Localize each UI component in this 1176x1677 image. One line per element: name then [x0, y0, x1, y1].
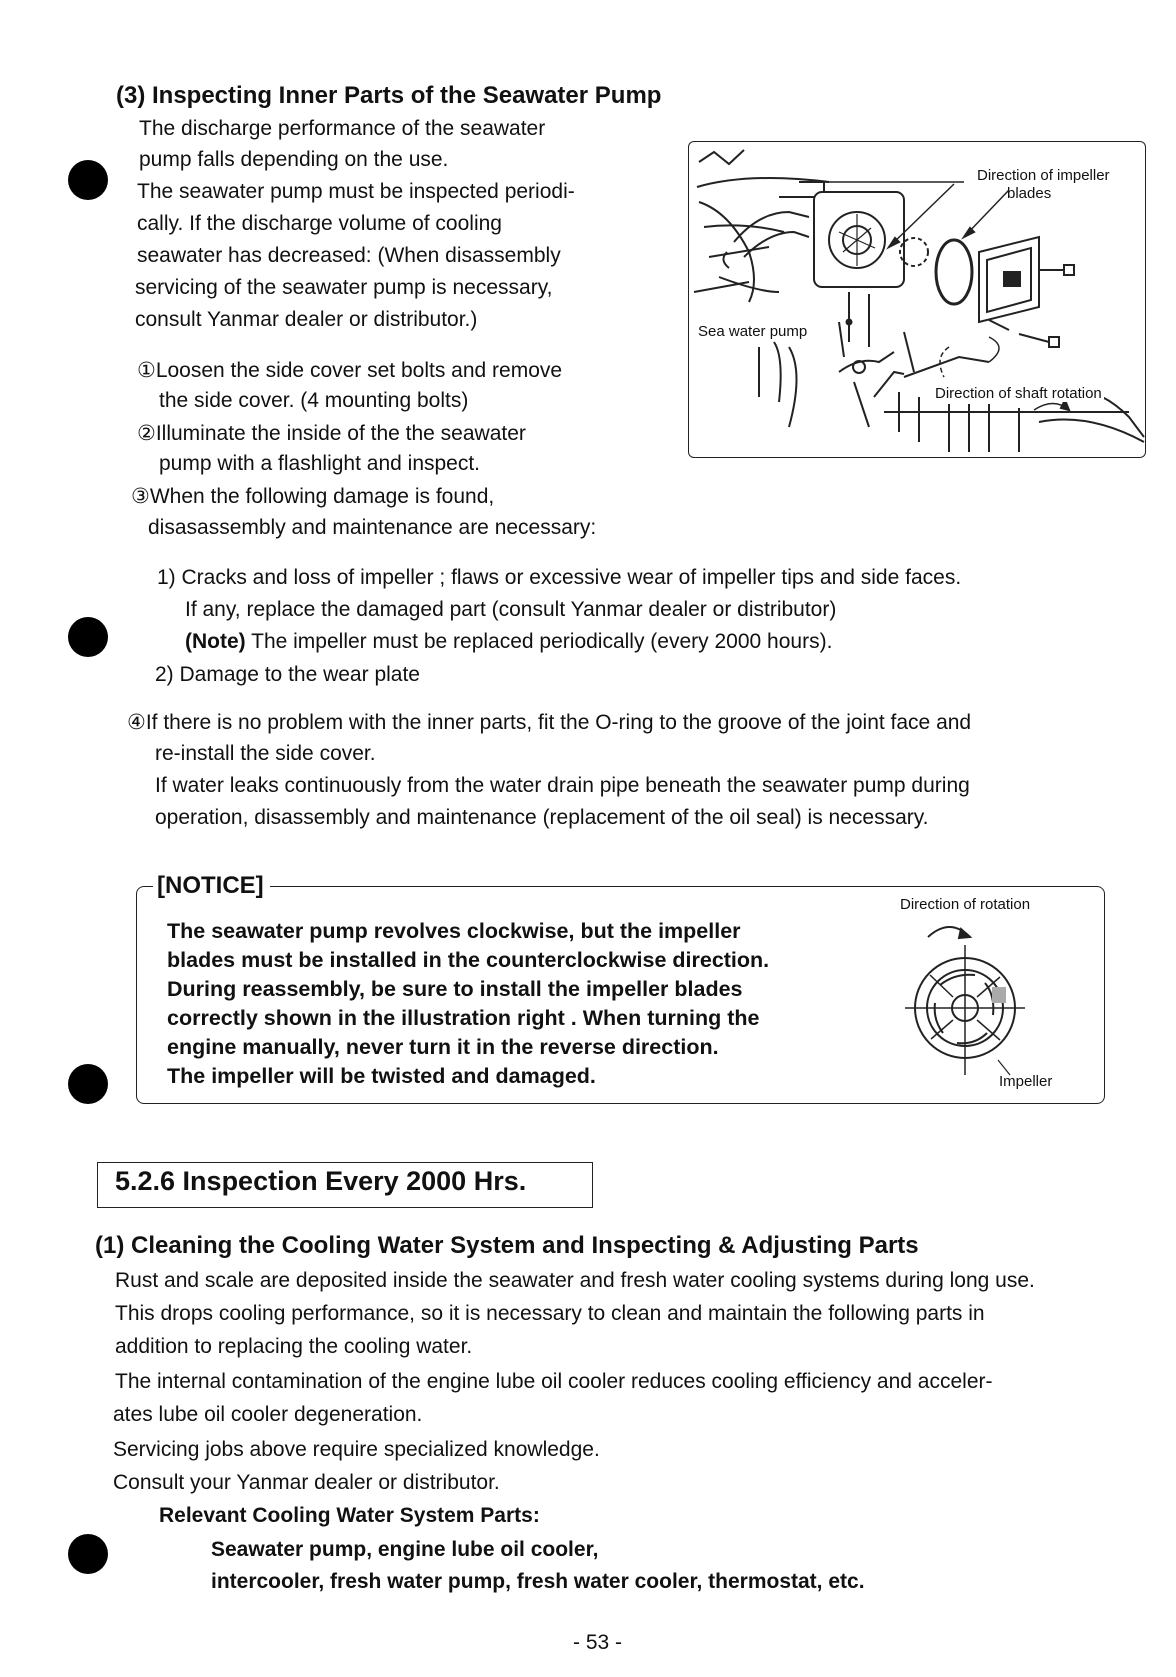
binder-hole: [68, 1534, 108, 1574]
notice-line: correctly shown in the illustration right . When turning the: [167, 1006, 760, 1030]
paragraph-line: Rust and scale are deposited inside the seawater and fresh water cooling systems during long use.: [115, 1269, 1035, 1292]
notice-title: [NOTICE]: [153, 872, 270, 900]
note-label: (Note): [185, 630, 246, 653]
shaft-rotation-label: Direction of shaft rotation: [935, 385, 1102, 402]
rotation-direction-label: Direction of rotation: [900, 896, 1031, 913]
notice-line: blades must be installed in the counterclockwise direction.: [167, 948, 770, 972]
parts-line: intercooler, fresh water pump, fresh water cooler, thermostat, etc.: [211, 1570, 865, 1593]
intro-line: pump falls depending on the use.: [139, 148, 449, 171]
section-3-heading: (3) Inspecting Inner Parts of the Seawater Pump: [116, 82, 662, 109]
intro-line: servicing of the seawater pump is necessary,: [135, 276, 553, 299]
step-3-line: disasassembly and maintenance are necessary:: [148, 516, 597, 539]
impeller-label: Impeller: [999, 1073, 1053, 1090]
intro-line: seawater has decreased: (When disassembly: [137, 244, 561, 267]
seawater-pump-illustration: [689, 142, 1145, 457]
intro-line: consult Yanmar dealer or distributor.): [135, 308, 478, 331]
section-5-2-6-box: [97, 1162, 593, 1208]
parts-label: Relevant Cooling Water System Parts:: [159, 1504, 540, 1527]
notice-line: The impeller will be twisted and damaged.: [167, 1064, 596, 1088]
binder-hole: [68, 617, 108, 657]
paragraph-line: The internal contamination of the engine lube oil cooler reduces cooling efficiency and acceler-: [115, 1370, 993, 1393]
damage-1-line: 1) Cracks and loss of impeller ; flaws or excessive wear of impeller tips and side faces.: [157, 566, 962, 589]
step-1-line: ①Loosen the side cover set bolts and remove: [137, 359, 563, 382]
impeller-blades-label: Direction of impeller: [977, 167, 1110, 184]
damage-1-line: If any, replace the damaged part (consult Yanmar dealer or distributor): [185, 598, 837, 621]
step-3-line: ③When the following damage is found,: [131, 485, 495, 508]
page-number: - 53 -: [573, 1631, 623, 1654]
step-2-line: ②Illuminate the inside of the the seawater: [137, 422, 526, 445]
seawater-pump-figure: [688, 141, 1146, 458]
intro-line: The discharge performance of the seawater: [139, 117, 546, 140]
binder-hole: [68, 1064, 108, 1104]
cleaning-subheading: (1) Cleaning the Cooling Water System and Inspecting & Adjusting Parts: [95, 1232, 919, 1259]
binder-hole: [68, 160, 108, 200]
step-4-line: operation, disassembly and maintenance (replacement of the oil seal) is necessary.: [155, 806, 929, 829]
parts-line: Seawater pump, engine lube oil cooler,: [211, 1538, 599, 1561]
note-text: The impeller must be replaced periodically (every 2000 hours).: [251, 630, 833, 653]
sea-water-pump-label: Sea water pump: [698, 323, 808, 340]
section-5-2-6-title: 5.2.6 Inspection Every 2000 Hrs.: [115, 1166, 527, 1196]
note-line: [185, 626, 832, 657]
step-4-line: If water leaks continuously from the water drain pipe beneath the seawater pump during: [155, 774, 970, 797]
notice-line: During reassembly, be sure to install the impeller blades: [167, 977, 743, 1001]
intro-line: cally. If the discharge volume of cooling: [137, 212, 502, 235]
step-2-line: pump with a flashlight and inspect.: [159, 452, 481, 475]
paragraph-line: This drops cooling performance, so it is necessary to clean and maintain the following parts in: [115, 1302, 985, 1325]
paragraph-line: addition to replacing the cooling water.: [115, 1335, 473, 1358]
paragraph-line: ates lube oil cooler degeneration.: [113, 1403, 423, 1426]
step-4-line: re-install the side cover.: [155, 742, 376, 765]
damage-2-line: 2) Damage to the wear plate: [155, 663, 420, 686]
notice-line: engine manually, never turn it in the reverse direction.: [167, 1035, 719, 1059]
step-4-line: ④If there is no problem with the inner parts, fit the O-ring to the groove of the joint face and: [127, 711, 972, 734]
paragraph-line: Servicing jobs above require specialized knowledge.: [113, 1438, 600, 1461]
step-1-line: the side cover. (4 mounting bolts): [159, 389, 469, 412]
notice-line: The seawater pump revolves clockwise, but the impeller: [167, 919, 741, 943]
impeller-blades-label: blades: [1007, 185, 1052, 202]
intro-line: The seawater pump must be inspected periodi-: [137, 180, 575, 203]
impeller-rotation-diagram: [895, 915, 1045, 1085]
paragraph-line: Consult your Yanmar dealer or distributor.: [113, 1471, 500, 1494]
